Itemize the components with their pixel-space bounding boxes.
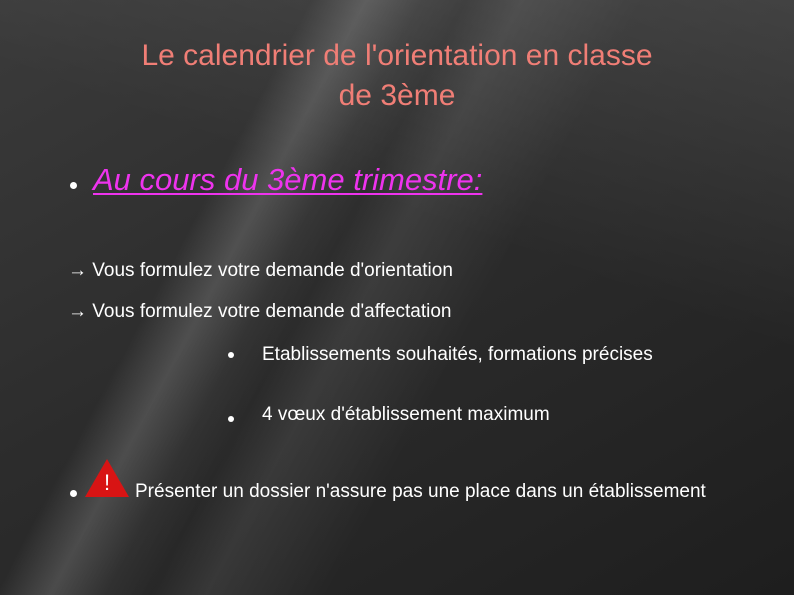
- orientation-request-line: → Vous formulez votre demande d'orientation: [68, 260, 453, 281]
- slide-title: [40, 36, 754, 116]
- bullet-dot: [70, 182, 77, 189]
- sub-bullet-dot: [228, 352, 234, 358]
- affectation-request-line: → Vous formulez votre demande d'affectation: [68, 301, 452, 322]
- title-line-2: de 3ème: [338, 79, 456, 112]
- bullet-dot: [70, 490, 77, 497]
- sub-bullet-dot: [228, 416, 234, 422]
- title-line-1: Le calendrier de l'orientation en classe: [141, 39, 653, 72]
- sub-item-wishes: 4 vœux d'établissement maximum: [262, 404, 550, 425]
- warning-symbol: !: [103, 470, 111, 495]
- warning-text: Présenter un dossier n'assure pas une place dans un établissement: [135, 481, 706, 502]
- section-heading: Au cours du 3ème trimestre:: [93, 162, 483, 197]
- sub-item-establishments: Etablissements souhaités, formations précises: [262, 344, 653, 365]
